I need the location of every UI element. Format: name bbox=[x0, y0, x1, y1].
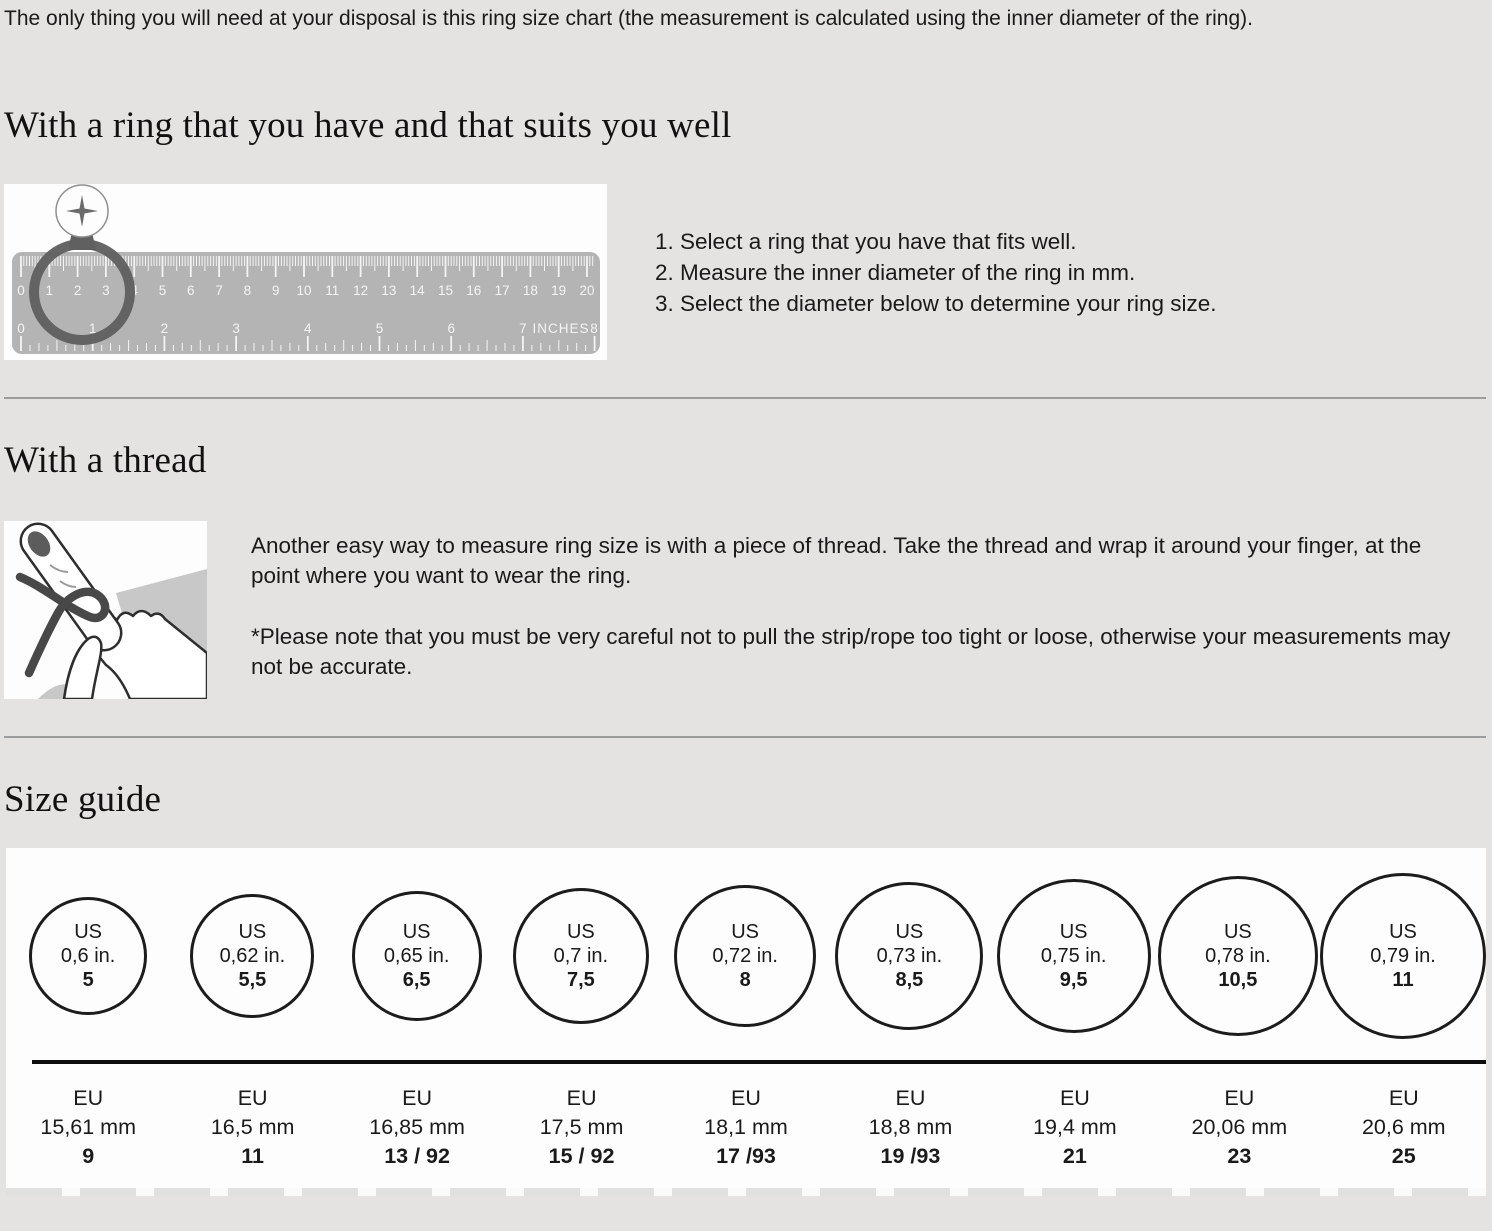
us-inches: 0,78 in. bbox=[1205, 945, 1271, 967]
step-item: 2. Measure the inner diameter of the ring in mm. bbox=[655, 259, 1136, 285]
eu-label: EU bbox=[402, 1086, 433, 1110]
us-size: 5 bbox=[82, 969, 94, 991]
us-size: 5,5 bbox=[238, 969, 267, 991]
eu-label: EU bbox=[566, 1086, 597, 1110]
eu-mm: 20,06 mm bbox=[1191, 1115, 1288, 1139]
svg-text:13: 13 bbox=[381, 283, 397, 298]
eu-mm: 20,6 mm bbox=[1361, 1115, 1446, 1139]
section-heading-thread: With a thread bbox=[4, 440, 207, 481]
eu-size-entry bbox=[664, 1084, 828, 1171]
us-size-circle bbox=[997, 879, 1151, 1033]
cutoff-next-row-strip bbox=[6, 1188, 1486, 1196]
svg-text:2: 2 bbox=[73, 283, 82, 298]
svg-text:14: 14 bbox=[409, 283, 425, 298]
us-size-circle bbox=[835, 882, 983, 1030]
eu-mm: 19,4 mm bbox=[1033, 1115, 1117, 1139]
us-inches: 0,7 in. bbox=[553, 945, 609, 967]
eu-mm: 18,1 mm bbox=[704, 1115, 788, 1139]
size-divider-line bbox=[32, 1060, 1486, 1064]
us-size: 9,5 bbox=[1059, 969, 1088, 991]
thread-measure-row bbox=[4, 521, 1486, 699]
eu-label: EU bbox=[1059, 1086, 1090, 1110]
svg-text:11: 11 bbox=[325, 283, 340, 298]
eu-mm: 17,5 mm bbox=[539, 1115, 624, 1139]
svg-text:8: 8 bbox=[243, 283, 252, 298]
thread-paragraph: Another easy way to measure ring size is with a piece of thread. Take the thread and wrap it around your finger, at the point where you want to wear the ring. bbox=[251, 533, 1422, 588]
step-item: 1. Select a ring that you have that fits well. bbox=[655, 228, 1077, 254]
eu-mm: 18,8 mm bbox=[868, 1115, 953, 1139]
us-label: US bbox=[74, 921, 103, 943]
eu-mm: 16,85 mm bbox=[369, 1115, 465, 1139]
us-inches: 0,62 in. bbox=[219, 945, 286, 967]
eu-mm: 16,5 mm bbox=[210, 1115, 295, 1139]
svg-text:8: 8 bbox=[590, 321, 598, 336]
svg-text:1: 1 bbox=[45, 283, 54, 298]
svg-text:15: 15 bbox=[437, 283, 454, 298]
svg-text:19: 19 bbox=[551, 283, 567, 298]
us-size: 8,5 bbox=[895, 969, 924, 991]
section-divider bbox=[4, 397, 1486, 399]
svg-text:10: 10 bbox=[296, 283, 312, 298]
us-size-circle bbox=[352, 891, 482, 1021]
thread-note: *Please note that you must be very careful not to pull the strip/rope too tight or loose, otherwise your measurements may not be accurate. bbox=[251, 624, 1451, 679]
svg-text:5: 5 bbox=[158, 283, 167, 298]
svg-text:16: 16 bbox=[466, 283, 482, 298]
svg-text:12: 12 bbox=[353, 283, 369, 298]
eu-size-entry bbox=[993, 1084, 1157, 1171]
eu-label: EU bbox=[895, 1086, 926, 1110]
eu-sizes-row bbox=[6, 1084, 1486, 1171]
section-heading-ring: With a ring that you have and that suits you well bbox=[4, 105, 732, 146]
eu-label: EU bbox=[73, 1086, 104, 1110]
us-inches: 0,72 in. bbox=[712, 945, 778, 967]
us-size-circle bbox=[29, 897, 147, 1015]
us-size-circle bbox=[513, 888, 649, 1024]
us-size-circle bbox=[1320, 873, 1486, 1039]
measure-steps-list bbox=[655, 226, 1217, 319]
eu-label: EU bbox=[237, 1086, 268, 1110]
ruler-illustration bbox=[4, 184, 607, 360]
ring-measure-row bbox=[4, 184, 1486, 360]
svg-text:18: 18 bbox=[522, 283, 538, 298]
svg-text:6: 6 bbox=[447, 321, 455, 336]
eu-size-entry bbox=[335, 1084, 499, 1171]
us-size: 7,5 bbox=[566, 969, 595, 991]
finger-thread-illustration bbox=[4, 521, 207, 699]
us-size-circle bbox=[190, 894, 314, 1018]
eu-size: 13 / 92 bbox=[384, 1144, 450, 1168]
svg-text:1: 1 bbox=[88, 321, 97, 336]
svg-text:4: 4 bbox=[304, 321, 312, 336]
svg-text:7: 7 bbox=[519, 321, 527, 336]
eu-size: 25 bbox=[1391, 1144, 1416, 1168]
svg-text:20: 20 bbox=[579, 283, 595, 298]
us-sizes-row bbox=[6, 848, 1486, 1050]
us-label: US bbox=[1223, 921, 1252, 943]
us-size: 8 bbox=[739, 969, 751, 991]
svg-text:3: 3 bbox=[102, 283, 110, 298]
eu-label: EU bbox=[731, 1086, 761, 1110]
us-label: US bbox=[1389, 921, 1417, 943]
us-label: US bbox=[402, 921, 431, 943]
svg-text:0: 0 bbox=[17, 321, 25, 336]
us-label: US bbox=[566, 921, 595, 943]
svg-text:5: 5 bbox=[375, 321, 384, 336]
eu-size-entry bbox=[828, 1084, 992, 1171]
svg-text:7: 7 bbox=[215, 283, 223, 298]
us-size: 11 bbox=[1392, 969, 1414, 991]
eu-size-entry bbox=[6, 1084, 170, 1171]
svg-text:17: 17 bbox=[494, 283, 510, 298]
section-divider bbox=[4, 736, 1486, 738]
eu-size: 23 bbox=[1227, 1144, 1252, 1168]
us-inches: 0,6 in. bbox=[60, 945, 116, 967]
svg-text:4: 4 bbox=[130, 283, 138, 298]
eu-size-entry bbox=[170, 1084, 334, 1171]
size-guide-panel bbox=[6, 848, 1486, 1196]
svg-text:INCHES: INCHES bbox=[532, 321, 590, 336]
svg-text:3: 3 bbox=[232, 321, 240, 336]
us-size: 6,5 bbox=[402, 969, 431, 991]
us-label: US bbox=[895, 921, 924, 943]
us-label: US bbox=[1059, 921, 1088, 943]
svg-text:0: 0 bbox=[17, 283, 25, 298]
us-size-circle bbox=[674, 885, 816, 1027]
eu-size-entry bbox=[1322, 1084, 1486, 1171]
us-size-circle bbox=[1158, 876, 1318, 1036]
us-inches: 0,65 in. bbox=[383, 945, 450, 967]
eu-label: EU bbox=[1224, 1086, 1255, 1110]
us-size: 10,5 bbox=[1218, 969, 1258, 991]
us-inches: 0,73 in. bbox=[876, 945, 943, 967]
eu-size-entry bbox=[499, 1084, 663, 1171]
eu-size: 17 /93 bbox=[716, 1144, 776, 1168]
step-item: 3. Select the diameter below to determine your ring size. bbox=[655, 290, 1217, 316]
eu-size-entry bbox=[1157, 1084, 1321, 1171]
svg-text:6: 6 bbox=[187, 283, 195, 298]
eu-size: 19 /93 bbox=[880, 1144, 941, 1168]
svg-text:9: 9 bbox=[271, 283, 280, 298]
eu-size: 11 bbox=[241, 1144, 265, 1168]
us-inches: 0,75 in. bbox=[1040, 945, 1107, 967]
thread-finger-image bbox=[4, 521, 207, 699]
eu-size: 15 / 92 bbox=[548, 1144, 615, 1168]
eu-label: EU bbox=[1388, 1086, 1419, 1110]
intro-text: The only thing you will need at your disposal is this ring size chart (the measurement is calculated using the inner diameter of the ring). bbox=[4, 7, 1253, 30]
us-label: US bbox=[731, 921, 760, 943]
eu-size: 9 bbox=[82, 1144, 95, 1168]
eu-size: 21 bbox=[1062, 1144, 1087, 1168]
us-label: US bbox=[238, 921, 267, 943]
eu-mm: 15,61 mm bbox=[40, 1115, 137, 1139]
svg-text:2: 2 bbox=[160, 321, 169, 336]
ruler-ring-image bbox=[4, 184, 607, 360]
section-heading-size-guide: Size guide bbox=[4, 779, 162, 820]
us-inches: 0,79 in. bbox=[1370, 945, 1436, 967]
